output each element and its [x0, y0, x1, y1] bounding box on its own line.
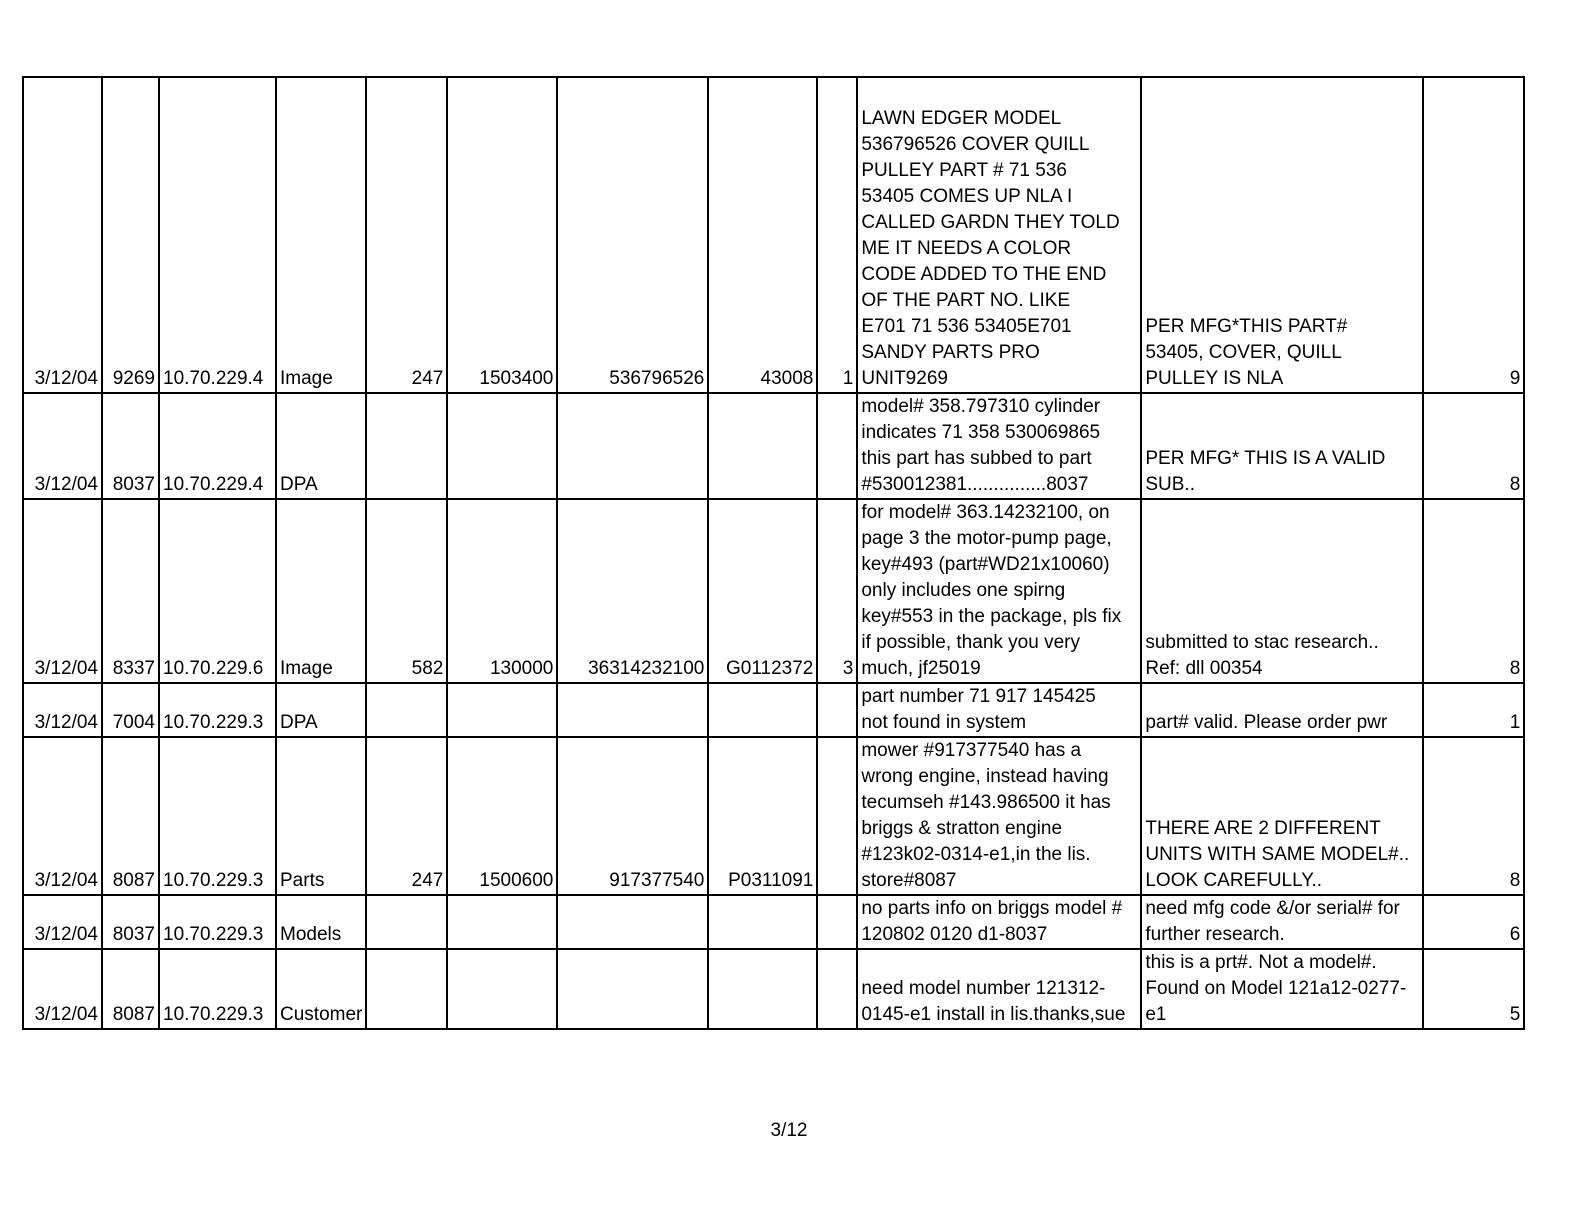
store-cell: 8037	[102, 393, 159, 499]
category-cell: DPA	[276, 683, 366, 737]
table-row	[23, 949, 1524, 1029]
problem-description-cell: for model# 363.14232100, on page 3 the motor-pump page, key#493 (part#WD21x10060) only includes one spirng key#553 in the package, pls fix if possible, thank you very much, jf25019	[857, 499, 1141, 683]
response-cell: need mfg code &/or serial# for further research.	[1141, 895, 1423, 949]
ip-address-cell: 10.70.229.3	[159, 949, 276, 1029]
count-cell: 3	[817, 499, 857, 683]
table-row	[23, 499, 1524, 683]
code-cell	[366, 683, 447, 737]
problem-description-cell: mower #917377540 has a wrong engine, instead having tecumseh #143.986500 it has briggs & stratton engine #123k02-0314-e1,in the lis. store#8087	[857, 737, 1141, 895]
score-cell: 8	[1423, 393, 1524, 499]
date-cell: 3/12/04	[23, 683, 102, 737]
store-cell: 8337	[102, 499, 159, 683]
date-cell: 3/12/04	[23, 77, 102, 393]
response-cell: PER MFG* THIS IS A VALID SUB..	[1141, 393, 1423, 499]
ip-address-cell: 10.70.229.4	[159, 77, 276, 393]
date-cell: 3/12/04	[23, 737, 102, 895]
reference-cell	[708, 949, 817, 1029]
count-cell	[817, 895, 857, 949]
model-number-cell	[557, 895, 708, 949]
store-cell: 7004	[102, 683, 159, 737]
reference-cell: P0311091	[708, 737, 817, 895]
model-number-cell: 917377540	[557, 737, 708, 895]
score-cell: 8	[1423, 499, 1524, 683]
response-cell: part# valid. Please order pwr	[1141, 683, 1423, 737]
table-row	[23, 737, 1524, 895]
reference-cell: G0112372	[708, 499, 817, 683]
code-cell	[366, 895, 447, 949]
table-row	[23, 683, 1524, 737]
count-cell: 1	[817, 77, 857, 393]
date-cell: 3/12/04	[23, 499, 102, 683]
problem-description-cell: need model number 121312- 0145-e1 install in lis.thanks,sue	[857, 949, 1141, 1029]
reference-cell: 43008	[708, 77, 817, 393]
reference-cell	[708, 393, 817, 499]
problem-description-cell: no parts info on briggs model # 120802 0120 d1-8037	[857, 895, 1141, 949]
data-table	[22, 76, 1525, 1030]
category-cell: Image	[276, 499, 366, 683]
number-cell	[447, 683, 557, 737]
code-cell: 247	[366, 77, 447, 393]
problem-description-cell: model# 358.797310 cylinder indicates 71 358 530069865 this part has subbed to part #530012381...............8037	[857, 393, 1141, 499]
table-row	[23, 77, 1524, 393]
score-cell: 1	[1423, 683, 1524, 737]
category-cell: Image	[276, 77, 366, 393]
code-cell: 582	[366, 499, 447, 683]
code-cell: 247	[366, 737, 447, 895]
table-row	[23, 895, 1524, 949]
code-cell	[366, 393, 447, 499]
number-cell	[447, 393, 557, 499]
date-cell: 3/12/04	[23, 949, 102, 1029]
store-cell: 9269	[102, 77, 159, 393]
count-cell	[817, 393, 857, 499]
model-number-cell	[557, 393, 708, 499]
number-cell: 1503400	[447, 77, 557, 393]
count-cell	[817, 683, 857, 737]
response-cell: submitted to stac research.. Ref: dll 00354	[1141, 499, 1423, 683]
problem-description-cell: LAWN EDGER MODEL 536796526 COVER QUILL PULLEY PART # 71 536 53405 COMES UP NLA I CALLED GARDN THEY TOLD ME IT NEEDS A COLOR CODE ADDED TO THE END OF THE PART NO. LIKE E701 71 536 53405E701 SANDY PARTS PRO UNIT9269	[857, 77, 1141, 393]
ip-address-cell: 10.70.229.4	[159, 393, 276, 499]
response-cell: THERE ARE 2 DIFFERENT UNITS WITH SAME MODEL#.. LOOK CAREFULLY..	[1141, 737, 1423, 895]
reference-cell	[708, 895, 817, 949]
store-cell: 8087	[102, 737, 159, 895]
model-number-cell: 36314232100	[557, 499, 708, 683]
score-cell: 6	[1423, 895, 1524, 949]
table-row	[23, 393, 1524, 499]
model-number-cell	[557, 949, 708, 1029]
store-cell: 8087	[102, 949, 159, 1029]
reference-cell	[708, 683, 817, 737]
date-cell: 3/12/04	[23, 895, 102, 949]
code-cell	[366, 949, 447, 1029]
ip-address-cell: 10.70.229.3	[159, 895, 276, 949]
number-cell: 130000	[447, 499, 557, 683]
category-cell: Customer	[276, 949, 366, 1029]
model-number-cell: 536796526	[557, 77, 708, 393]
count-cell	[817, 949, 857, 1029]
score-cell: 9	[1423, 77, 1524, 393]
number-cell	[447, 949, 557, 1029]
category-cell: DPA	[276, 393, 366, 499]
model-number-cell	[557, 683, 708, 737]
category-cell: Models	[276, 895, 366, 949]
date-cell: 3/12/04	[23, 393, 102, 499]
ip-address-cell: 10.70.229.3	[159, 683, 276, 737]
number-cell: 1500600	[447, 737, 557, 895]
page-number: 3/12	[770, 1120, 808, 1141]
ip-address-cell: 10.70.229.3	[159, 737, 276, 895]
category-cell: Parts	[276, 737, 366, 895]
number-cell	[447, 895, 557, 949]
ip-address-cell: 10.70.229.6	[159, 499, 276, 683]
score-cell: 8	[1423, 737, 1524, 895]
count-cell	[817, 737, 857, 895]
response-cell: PER MFG*THIS PART# 53405, COVER, QUILL PULLEY IS NLA	[1141, 77, 1423, 393]
score-cell: 5	[1423, 949, 1524, 1029]
response-cell: this is a prt#. Not a model#. Found on Model 121a12-0277- e1	[1141, 949, 1423, 1029]
store-cell: 8037	[102, 895, 159, 949]
problem-description-cell: part number 71 917 145425 not found in system	[857, 683, 1141, 737]
